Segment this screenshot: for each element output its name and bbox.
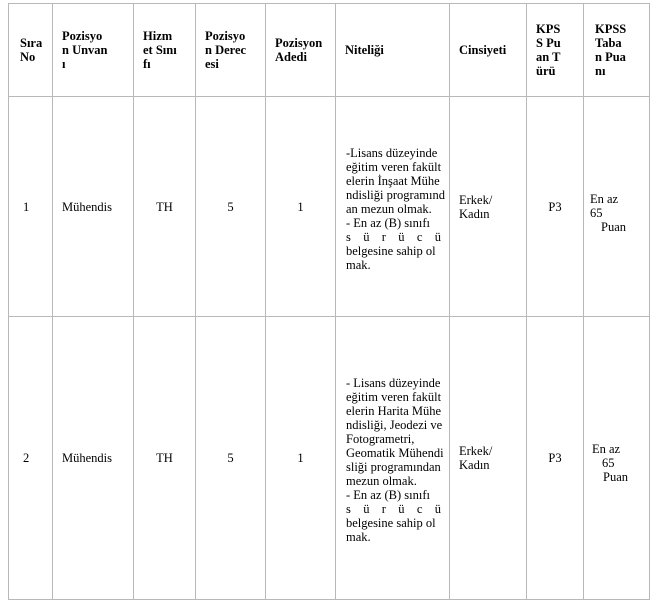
nitelik-license-end: belgesine sahip olmak.: [346, 516, 436, 544]
nitelik-text: - Lisans düzeyinde eğitim veren fakültelerin Harita Mühendisliği, Jeodezi ve Fotogrametri,: [346, 376, 443, 446]
positions-table: [8, 3, 650, 600]
cell-derece: 5: [196, 317, 266, 600]
table-row: [9, 317, 650, 600]
header-hizmet-sinifi: Hizmet Sınıfı: [134, 4, 196, 97]
header-sira-no: Sıra No: [9, 4, 53, 97]
cell-sira-no: 2: [9, 317, 53, 600]
taban-puan-value: 65: [590, 205, 603, 220]
taban-puan-unit: Puan: [603, 470, 628, 484]
cell-adet: 1: [266, 317, 336, 600]
cell-unvan: Mühendis: [53, 317, 134, 600]
taban-puan-label: En az: [592, 442, 621, 456]
cell-hizmet-sinifi: TH: [134, 317, 196, 600]
cell-hizmet-sinifi: TH: [134, 97, 196, 317]
cell-sira-no: 1: [9, 97, 53, 317]
header-niteligi: Niteliği: [336, 4, 450, 97]
cell-taban-puan: [584, 97, 650, 317]
nitelik-license-spaced: s ü r ü c ü: [346, 502, 441, 516]
nitelik-license: - En az (B) sınıfı: [346, 215, 431, 230]
cell-nitelik: [336, 317, 450, 600]
cell-puan-turu: P3: [527, 97, 584, 317]
nitelik-text: -Lisans düzeyinde eğitim veren fakültelerin İnşaat Mühendisliği programından mezun olmak.: [346, 145, 445, 216]
table-row: [9, 97, 650, 317]
taban-puan-unit: Puan: [601, 219, 626, 234]
cell-cinsiyet: Erkek/ Kadın: [450, 97, 527, 317]
cell-adet: 1: [266, 97, 336, 317]
nitelik-license-spaced: s ü r ü c ü: [346, 229, 441, 244]
header-cinsiyeti: Cinsiyeti: [450, 4, 527, 97]
cell-puan-turu: P3: [527, 317, 584, 600]
nitelik-text-cont: Geomatik Mühendisliği programından mezun olmak.: [346, 446, 444, 488]
header-pozisyon-adedi: Pozisyon Adedi: [266, 4, 336, 97]
cell-cinsiyet: Erkek/ Kadın: [450, 317, 527, 600]
header-row: [9, 4, 650, 97]
taban-puan-label: En az: [590, 191, 619, 206]
nitelik-license-end: belgesine sahip olmak.: [346, 243, 436, 272]
cell-unvan: Mühendis: [53, 97, 134, 317]
cell-derece: 5: [196, 97, 266, 317]
header-kpss-puan-turu: KPSS Puan Türü: [527, 4, 584, 97]
header-pozisyon-unvani: Pozisyon Unvanı: [53, 4, 134, 97]
nitelik-license: - En az (B) sınıfı: [346, 488, 431, 502]
header-kpss-taban-puani: KPSS Taban Puanı: [584, 4, 650, 97]
cell-nitelik: [336, 97, 450, 317]
cell-taban-puan: [584, 317, 650, 600]
header-pozisyon-derecesi: Pozisyon Derecesi: [196, 4, 266, 97]
taban-puan-value: 65: [602, 456, 615, 470]
